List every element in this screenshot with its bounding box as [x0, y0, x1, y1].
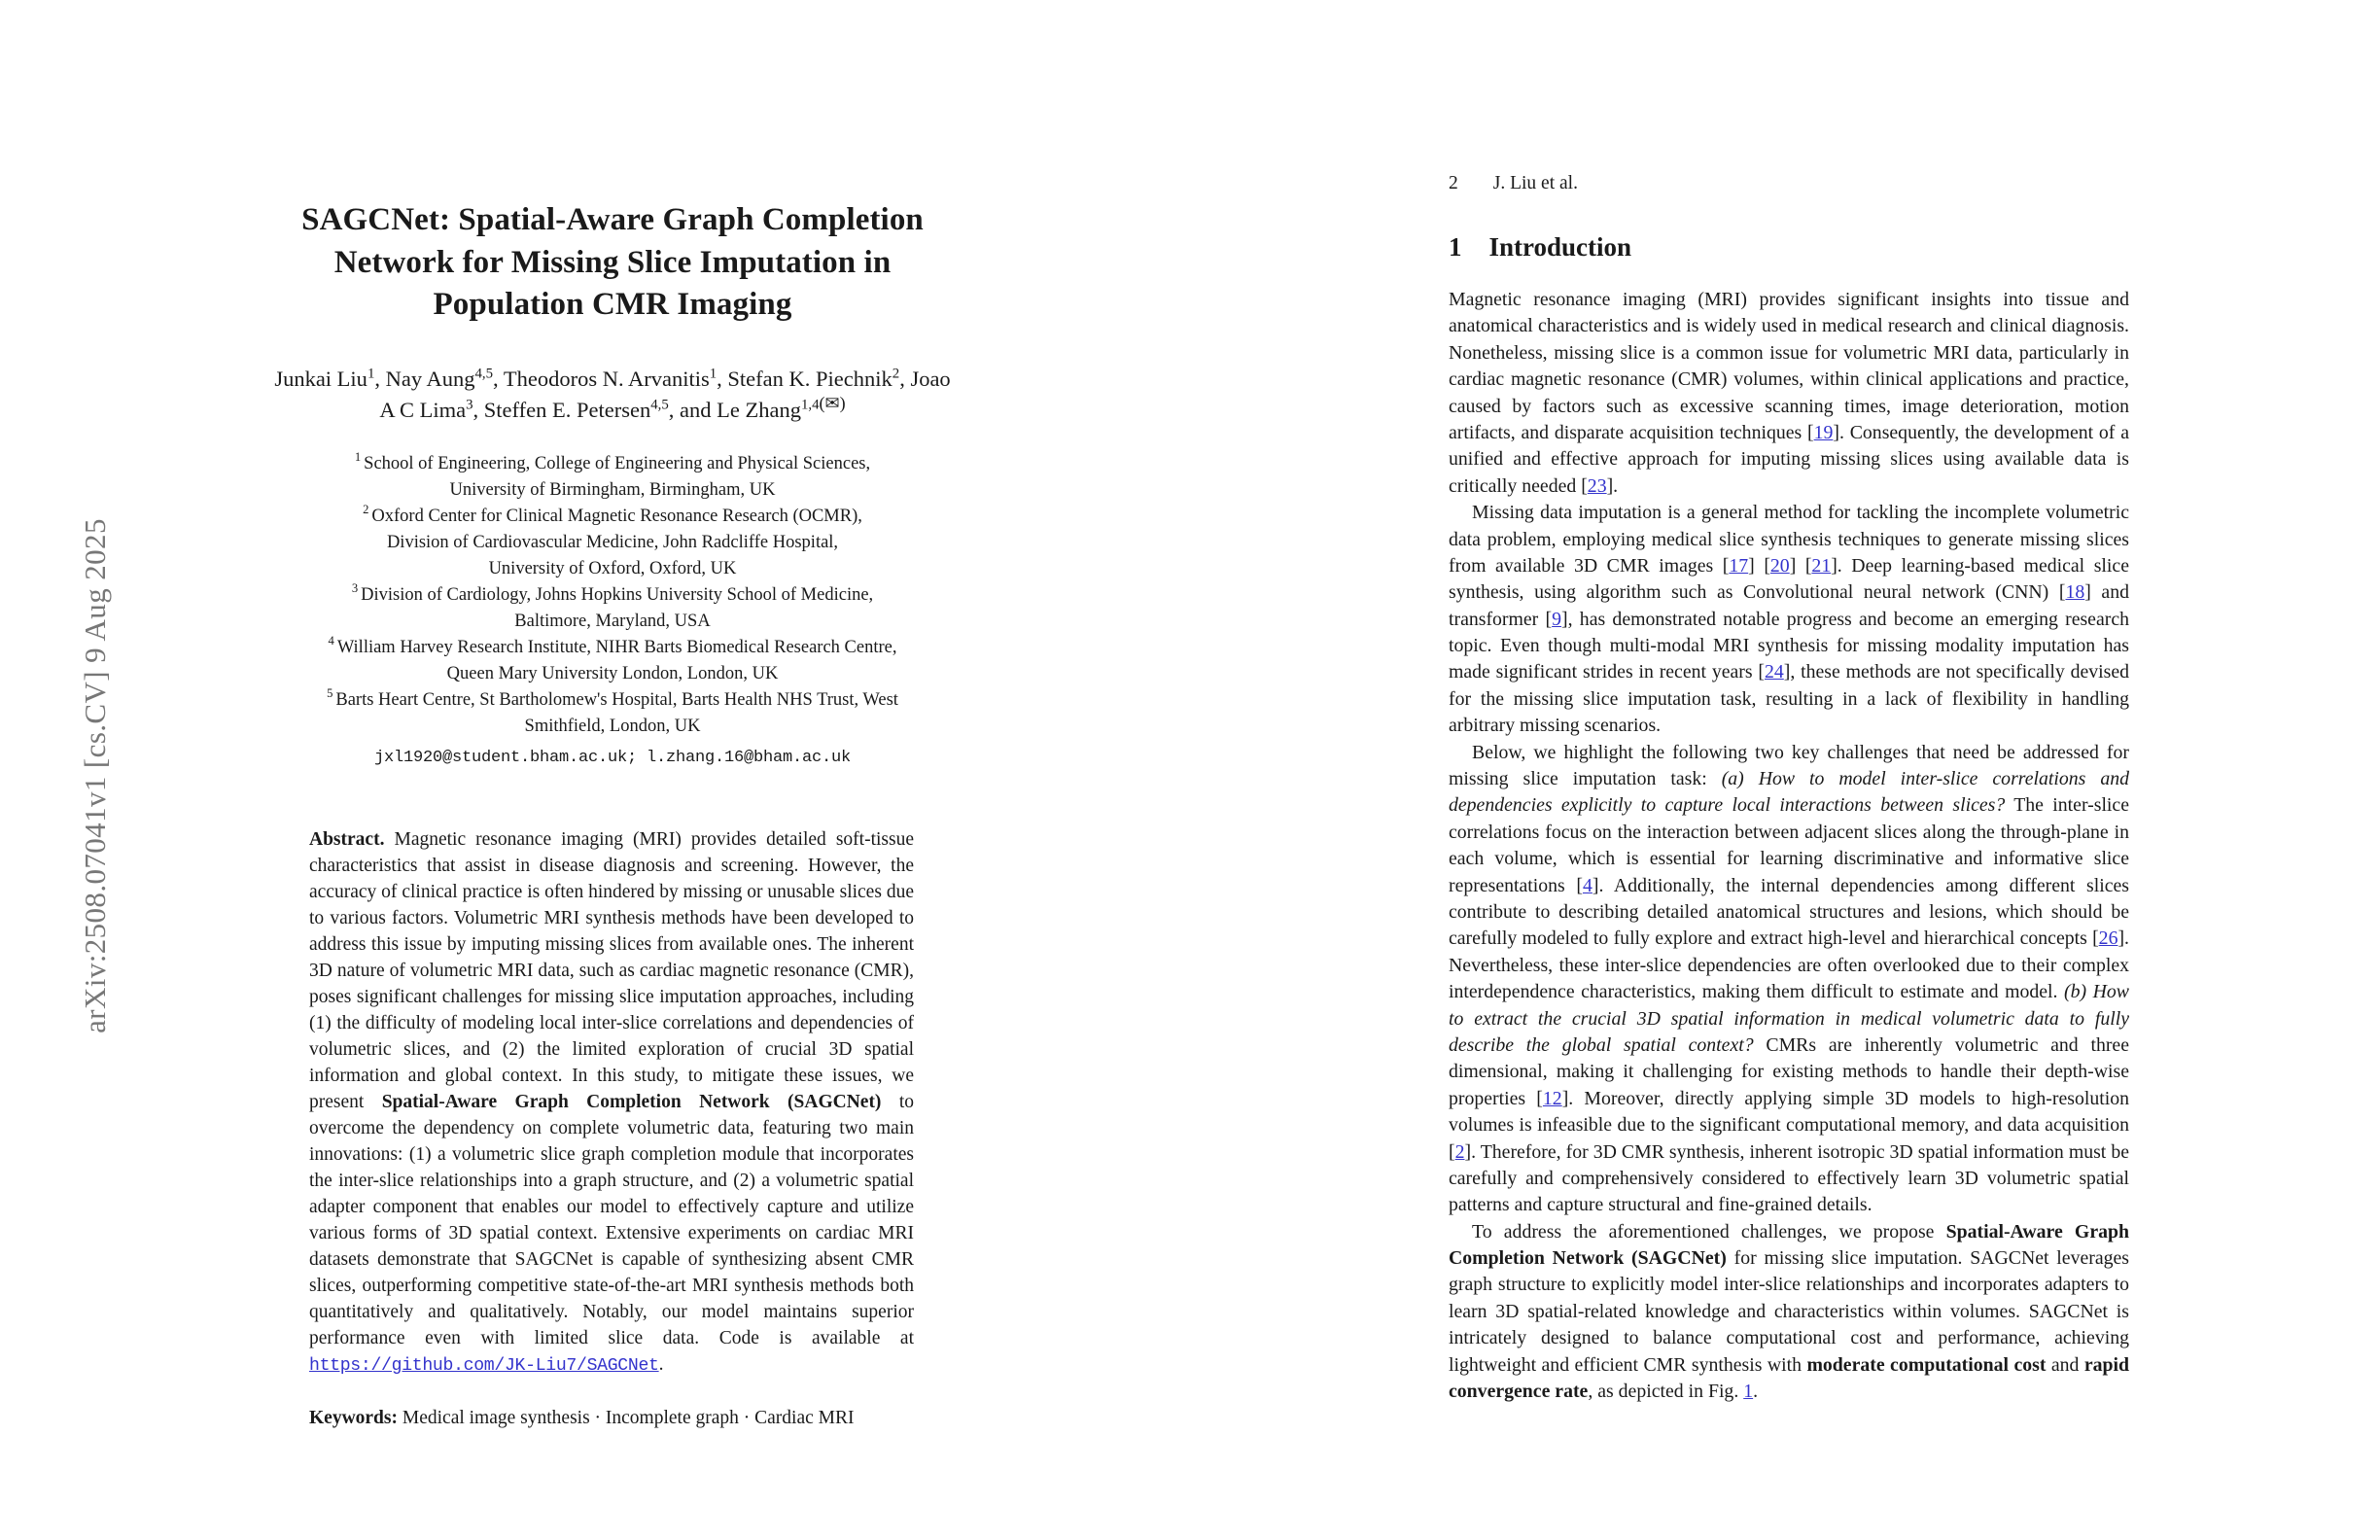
affiliation-2-line-2-wrap	[272, 530, 953, 556]
paragraph-p1	[1449, 287, 2129, 500]
introduction-body	[1449, 287, 2129, 1405]
affiliation-2-line-3: University of Oxford, Oxford, UK	[488, 558, 737, 578]
affiliation-marker-2: 2	[363, 503, 369, 517]
affiliation-4-line-1: William Harvey Research Institute, NIHR Barts Biomedical Research Centre,	[336, 637, 897, 657]
page-number: 2	[1449, 173, 1458, 193]
abstract-heading: Abstract.	[309, 829, 385, 851]
title-line-2: Network for Missing Slice Imputation in	[333, 244, 892, 280]
affiliation-5-line-2: Smithfield, London, UK	[524, 716, 701, 736]
author-sup-6: 4,5	[650, 397, 669, 413]
envelope-icon: (✉)	[819, 393, 846, 413]
author-le-zhang: , and Le Zhang	[668, 397, 801, 422]
affiliation-3-line-2-wrap	[272, 609, 953, 635]
text-run-2-10: ]. Moreover, directly applying simple 3D models to high-resolution volumes is infeasible due to the significant computational memory, and data acquisition [	[1449, 1087, 2129, 1163]
arxiv-stamp: arXiv:2508.07041v1 [cs.CV] 9 Aug 2025	[78, 518, 112, 1033]
text-run-1-6: ]. Deep learning-based medical slice synthesis, using algorithm such as Convolutional neural network (CNN) [	[1449, 554, 2129, 604]
section-number: 1	[1449, 232, 1462, 262]
emphasis-bold-3-5: rapid convergence rate	[1449, 1353, 2130, 1403]
affiliation-1-line-2-wrap	[272, 477, 953, 504]
keywords-heading: Keywords:	[309, 1408, 398, 1429]
emphasis-italic-2-7: (b) How to extract the crucial 3D spatial information in medical volumetric data to fully describe the global spatial context?	[1449, 981, 2129, 1056]
abstract-sagcnet-bold: Spatial-Aware Graph Completion Network (SAGCNet)	[381, 1092, 882, 1113]
citation-ref-2[interactable]: 2	[1454, 1140, 1465, 1163]
text-run-3-0: To address the aforementioned challenges, we propose	[1472, 1220, 1946, 1242]
text-run-3-2: for missing slice imputation. SAGCNet leverages graph structure to explicitly model inter-slice relationships and incorporates adapters to learn 3D spatial-related knowledge and characteristics within volumes. SAGCNet is intricately designed to balance computational cost and performance, achieving lightweight and efficient CMR synthesis with	[1449, 1247, 2129, 1376]
citation-ref-18[interactable]: 18	[2065, 581, 2085, 604]
abstract-text-part-3: .	[658, 1354, 664, 1376]
affiliation-2-line-3-wrap	[272, 556, 953, 582]
paragraph-p4	[1449, 1219, 2129, 1406]
author-sup-4: 2	[892, 366, 900, 382]
emphasis-bold-3-1: Spatial-Aware Graph Completion Network (SAGCNet)	[1449, 1220, 2129, 1270]
affiliation-3	[272, 582, 953, 609]
running-head-authors: J. Liu et al.	[1492, 173, 1578, 193]
citation-ref-23[interactable]: 23	[1587, 474, 1607, 497]
paragraph-p2	[1449, 500, 2129, 740]
author-sup-3: 1	[709, 366, 718, 382]
author-sup-5: 3	[466, 397, 473, 413]
text-run-3-8: .	[1753, 1381, 1759, 1403]
text-run-3-4: and	[2046, 1353, 2084, 1376]
author-sup-7: 1,4	[800, 397, 820, 413]
affiliation-3-line-2: Baltimore, Maryland, USA	[514, 611, 711, 631]
text-run-1-10: ], has demonstrated notable progress and become an emerging research topic. Even though multi-modal MRI synthesis for missing modality imputation has made significant strides in recent years [	[1449, 608, 2129, 683]
right-column	[1449, 173, 2129, 1405]
paragraph-p3	[1449, 740, 2129, 1219]
citation-ref-24[interactable]: 24	[1765, 661, 1784, 683]
text-run-0-0: Magnetic resonance imaging (MRI) provides significant insights into tissue and anatomical characteristics and is widely used in medical research and clinical diagnosis. Nonetheless, missing slice is a common issue for volumetric MRI data, particularly in cardiac magnetic resonance (CMR) volumes, within clinical applications and practice, caused by factors such as excessive scanning times, image deterioration, motion artifacts, and disparate acquisition techniques [	[1449, 289, 2129, 443]
affiliation-marker-5: 5	[327, 686, 333, 701]
citation-ref-21[interactable]: 21	[1811, 554, 1832, 577]
author-junkai-liu: Junkai Liu	[274, 366, 368, 391]
abstract-text-part-2: to overcome the dependency on complete volumetric data, featuring two main innovations: (1) a volumetric slice graph completion module that incorporates the inter-slice relationships into a graph structure, and (2) a volumetric spatial adapter component that enables our model to effectively capture and utilize various forms of 3D spatial context. Extensive experiments on cardiac MRI datasets demonstrate that SAGCNet is capable of synthesizing absent CMR slices, outperforming competitive state-of-the-art MRI synthesis methods both quantitatively and qualitatively. Notably, our model maintains superior performance even with limited slice data. Code is available at	[309, 1092, 914, 1349]
affiliation-4-line-2: Queen Mary University London, London, UK	[446, 663, 779, 683]
text-run-2-4: ]. Additionally, the internal dependencies among different slices contribute to describing detailed anatomical structures and lesions, which should be carefully modeled to fully explore and extract high-level and hierarchical concepts [	[1449, 874, 2129, 950]
text-run-2-2: The inter-slice correlations focus on the interaction between adjacent slices along the through-plane in each volume, which is essential for learning discriminative and informative slice representations [	[1449, 794, 2129, 896]
author-ac-lima: A C Lima	[379, 397, 467, 422]
text-run-3-6: , as depicted in Fig.	[1588, 1381, 1744, 1403]
affiliation-2-line-1: Oxford Center for Clinical Magnetic Resonance Research (OCMR),	[371, 506, 862, 526]
text-run-2-6: ]. Nevertheless, these inter-slice dependencies are often overlooked due to their complex interdependence characteristics, making them difficult to estimate and model.	[1449, 928, 2129, 1003]
author-sup-1: 1	[367, 366, 375, 382]
keywords-text: Medical image synthesis · Incomplete graph · Cardiac MRI	[398, 1408, 855, 1429]
affiliation-2	[272, 504, 953, 530]
section-title: Introduction	[1488, 232, 1632, 262]
author-nay-aung: , Nay Aung	[374, 366, 475, 391]
affiliation-1	[272, 451, 953, 477]
code-repository-link[interactable]: https://github.com/JK-Liu7/SAGCNet	[309, 1356, 659, 1377]
affiliation-5-line-2-wrap	[272, 714, 953, 740]
author-sup-2: 4,5	[474, 366, 494, 382]
citation-ref-12[interactable]: 12	[1542, 1087, 1562, 1109]
citation-ref-4[interactable]: 4	[1582, 874, 1592, 896]
author-joao-partial: , Joao	[899, 366, 951, 391]
keywords-block	[309, 1405, 914, 1431]
citation-ref-26[interactable]: 26	[2098, 928, 2118, 950]
affiliation-2-line-2: Division of Cardiovascular Medicine, John Radcliffe Hospital,	[386, 532, 839, 552]
text-run-1-2: ] [	[1748, 554, 1770, 577]
text-run-1-8: ] and transformer [	[1449, 581, 2129, 630]
author-theodoros-arvanitis: , Theodoros N. Arvanitis	[493, 366, 710, 391]
title-line-3: Population CMR Imaging	[433, 287, 792, 323]
text-run-1-0: Missing data imputation is a general method for tackling the incomplete volumetric data problem, employing medical slice synthesis techniques to generate missing slices from available 3D CMR images [	[1449, 502, 2129, 577]
author-steffen-petersen: , Steffen E. Petersen	[472, 397, 651, 422]
affiliation-1-line-1: School of Engineering, College of Engineering and Physical Sciences,	[364, 453, 871, 473]
citation-ref-19[interactable]: 19	[1813, 421, 1834, 443]
text-run-2-8: CMRs are inherently volumetric and three dimensional, making it challenging for existing methods to handle their depth-wise properties [	[1449, 1033, 2129, 1109]
affiliation-4-line-2-wrap	[272, 661, 953, 687]
citation-ref-9[interactable]: 9	[1552, 608, 1562, 630]
running-header	[1449, 173, 2129, 194]
affiliation-4	[272, 635, 953, 661]
text-run-1-4: ] [	[1789, 554, 1812, 577]
citation-ref-20[interactable]: 20	[1769, 554, 1790, 577]
affiliation-list	[272, 451, 953, 771]
text-run-0-2: ]. Consequently, the development of a unified and effective approach for imputing missing slices using available data is critically needed [	[1449, 421, 2129, 497]
emphasis-italic-2-1: (a) How to model inter-slice correlations and dependencies explicitly to capture local interactions between slices?	[1449, 768, 2129, 817]
contact-emails[interactable]: jxl1920@student.bham.ac.uk; l.zhang.16@bham.ac.uk	[373, 748, 852, 767]
text-run-0-4: ].	[1606, 474, 1619, 497]
author-list	[272, 364, 953, 426]
affiliation-1-line-2: University of Birmingham, Birmingham, UK	[449, 479, 776, 500]
left-column	[272, 199, 953, 1431]
author-stefan-piechnik: , Stefan K. Piechnik	[717, 366, 892, 391]
abstract-block	[309, 826, 914, 1379]
text-run-2-12: ]. Therefore, for 3D CMR synthesis, inherent isotropic 3D spatial information must be carefully and comprehensively considered to effectively learn 3D volumetric spatial patterns and capture structural and fine-grained details.	[1449, 1140, 2129, 1216]
title-line-1: SAGCNet: Spatial-Aware Graph Completion	[301, 202, 924, 237]
citation-ref-1[interactable]: 1	[1743, 1381, 1754, 1403]
affiliation-5-line-1: Barts Heart Centre, St Bartholomew's Hospital, Barts Health NHS Trust, West	[335, 689, 898, 710]
section-heading-introduction	[1449, 232, 2129, 262]
paper-title	[272, 199, 953, 327]
text-run-1-12: ], these methods are not specifically devised for the missing slice imputation task, resulting in a lack of flexibility in handling arbitrary missing scenarios.	[1449, 661, 2129, 737]
affiliation-marker-3: 3	[351, 581, 359, 596]
affiliation-3-line-1: Division of Cardiology, Johns Hopkins University School of Medicine,	[361, 584, 874, 605]
abstract-text-part-1: Magnetic resonance imaging (MRI) provides detailed soft-tissue characteristics that assist in disease diagnosis and screening. However, the accuracy of clinical practice is often hindered by missing or unusable slices due to various factors. Volumetric MRI synthesis methods have been developed to address this issue by imputing missing slices from available ones. The inherent 3D nature of volumetric MRI data, such as cardiac magnetic resonance (CMR), poses significant challenges for missing slice imputation approaches, including (1) the difficulty of modeling local inter-slice correlations and dependencies of volumetric slices, and (2) the limited exploration of crucial 3D spatial information and global context. In this study, to mitigate these issues, we present	[309, 829, 914, 1113]
affiliation-5	[272, 687, 953, 714]
citation-ref-17[interactable]: 17	[1729, 554, 1749, 577]
affiliation-marker-1: 1	[354, 450, 362, 465]
text-run-2-0: Below, we highlight the following two key challenges that need be addressed for missing slice imputation task:	[1449, 741, 2129, 790]
emphasis-bold-3-3: moderate computational cost	[1806, 1353, 2047, 1376]
affiliation-marker-4: 4	[328, 634, 334, 648]
